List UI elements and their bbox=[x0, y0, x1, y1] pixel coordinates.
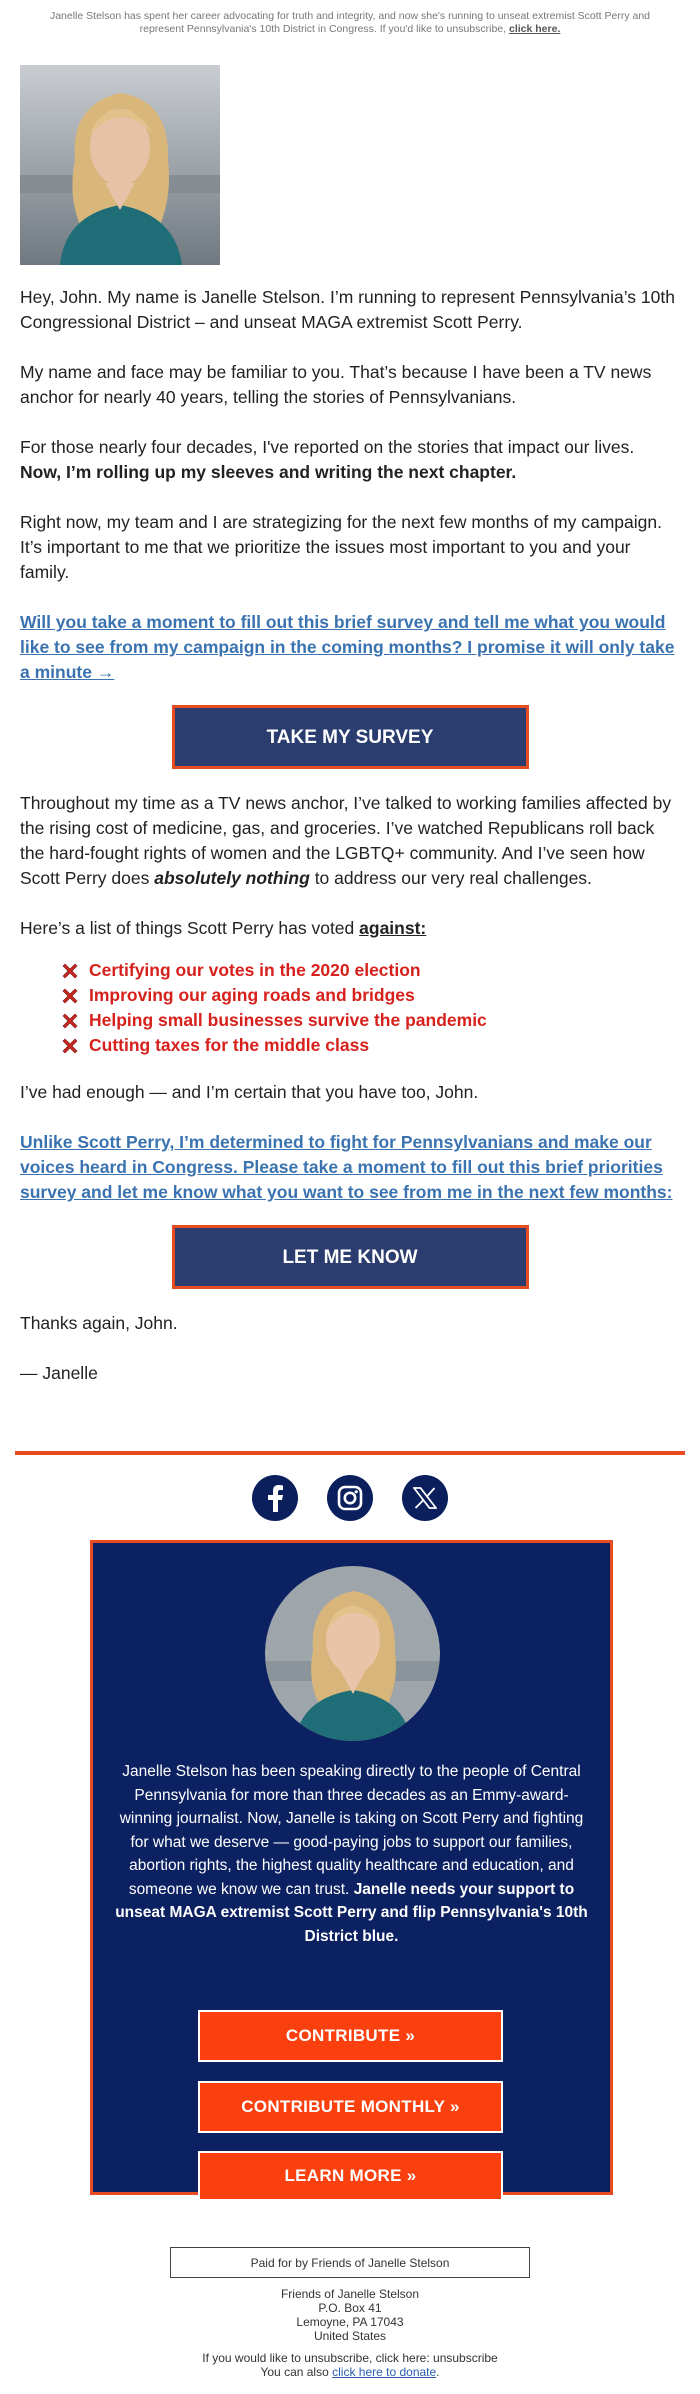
vote-item-label: Helping small businesses survive the pandemic bbox=[89, 1010, 487, 1030]
preheader bbox=[30, 10, 670, 36]
instagram-icon[interactable] bbox=[327, 1475, 373, 1521]
footer-links bbox=[0, 2351, 700, 2379]
donate-prefix: You can also bbox=[260, 2365, 329, 2379]
contribute-monthly-button[interactable]: CONTRIBUTE MONTHLY » bbox=[198, 2081, 503, 2133]
votes-intro-against: against: bbox=[359, 918, 427, 938]
votes-list bbox=[60, 958, 680, 1058]
vote-item-label: Improving our aging roads and bridges bbox=[89, 985, 415, 1005]
mailing-address bbox=[0, 2287, 700, 2343]
portrait-photo-icon bbox=[20, 65, 220, 265]
portrait-photo-icon bbox=[265, 1566, 440, 1741]
learn-more-button[interactable]: LEARN MORE » bbox=[198, 2151, 503, 2201]
let-me-know-button[interactable]: LET ME KNOW bbox=[172, 1225, 529, 1289]
votes-intro-text: Here’s a list of things Scott Perry has voted bbox=[20, 918, 355, 938]
donate-link[interactable]: click here to donate bbox=[332, 2365, 437, 2379]
signoff: — Janelle bbox=[20, 1363, 98, 1383]
survey-link[interactable]: Will you take a moment to fill out this brief survey and tell me what you would like to see from my campaign in the coming months? I promise it will only take a minute → bbox=[20, 612, 675, 682]
paragraph-votes-intro bbox=[20, 916, 680, 941]
bio-description: Janelle Stelson has been speaking directly to the people of Central Pennsylvania for more than three decades as an Emmy-award-winning journalist. Now, Janelle is taking on Scott Perry and fighting for what we deserve — good-paying jobs to support our families, abortion rights, the highest quality healthcare and education, and someone we know we can trust. bbox=[119, 1763, 584, 1898]
address-line: P.O. Box 41 bbox=[318, 2301, 382, 2315]
vote-item-label: Cutting taxes for the middle class bbox=[89, 1035, 370, 1055]
bio-panel bbox=[90, 1540, 613, 2195]
preheader-text: Janelle Stelson has spent her career advocating for truth and integrity, and now she's running to unseat extremist Scott Perry and represent Pennsylvania's 10th District in Congress. If you'd like to unsubscribe, bbox=[49, 10, 651, 35]
paragraph-anchor-text: Throughout my time as a TV news anchor, I’ve talked to working families affected by the rising cost of medicine, gas, and groceries. I’ve watched Republicans roll back the hard-fought rights of women and the LGBTQ+ community. And I’ve seen how Scott Perry does bbox=[20, 793, 672, 888]
priorities-survey-link[interactable]: Unlike Scott Perry, I’m determined to fight for Pennsylvanians and make our voices heard in Congress. Please take a moment to fill out this brief priorities survey and let me know what you want to see from me in the next few months: bbox=[20, 1132, 673, 1202]
vote-item-label: Certifying our votes in the 2020 election bbox=[89, 960, 421, 980]
list-item bbox=[60, 1033, 680, 1058]
paragraph-anchor-end: to address our very real challenges. bbox=[314, 868, 592, 888]
divider bbox=[15, 1451, 685, 1455]
list-item bbox=[60, 1008, 680, 1033]
paragraph-intro: Hey, John. My name is Janelle Stelson. I’m running to represent Pennsylvania’s 10th Congressional District – and unseat MAGA extremist Scott Perry. bbox=[20, 287, 675, 332]
list-item bbox=[60, 958, 680, 983]
list-item bbox=[60, 983, 680, 1008]
paragraph-strategizing: Right now, my team and I are strategizing for the next few months of my campaign. It’s important to me that we prioritize the issues most important to you and your family. bbox=[20, 512, 662, 582]
bio-call-to-action: Janelle needs your support to unseat MAGA extremist Scott Perry and flip Pennsylvania's 10th District blue. bbox=[115, 1880, 588, 1945]
paid-for-disclaimer: Paid for by Friends of Janelle Stelson bbox=[170, 2247, 530, 2278]
hero-portrait bbox=[20, 65, 220, 265]
paragraph-decades-text: For those nearly four decades, I've reported on the stories that impact our lives. bbox=[20, 437, 635, 457]
paragraph-thanks: Thanks again, John. bbox=[20, 1313, 178, 1333]
facebook-icon[interactable] bbox=[252, 1475, 298, 1521]
paragraph-decades bbox=[20, 435, 680, 485]
x-icon[interactable] bbox=[402, 1475, 448, 1521]
avatar bbox=[265, 1566, 440, 1741]
address-line: Lemoyne, PA 17043 bbox=[296, 2315, 404, 2329]
address-line: United States bbox=[313, 2329, 387, 2343]
bio-text bbox=[113, 1760, 590, 1948]
paragraph-decades-bold: Now, I’m rolling up my sleeves and writing the next chapter. bbox=[20, 462, 517, 482]
cross-mark-icon bbox=[60, 986, 80, 1006]
letter-body bbox=[20, 285, 680, 1411]
take-survey-button[interactable]: TAKE MY SURVEY bbox=[172, 705, 529, 769]
paragraph-enough: I’ve had enough — and I’m certain that you have too, John. bbox=[20, 1082, 479, 1102]
social-icons bbox=[0, 1475, 700, 1521]
cross-mark-icon bbox=[60, 961, 80, 981]
donate-suffix: . bbox=[436, 2365, 440, 2379]
paragraph-anchor bbox=[20, 791, 680, 891]
paragraph-anchor-emphasis: absolutely nothing bbox=[154, 868, 310, 888]
contribute-button[interactable]: CONTRIBUTE » bbox=[198, 2010, 503, 2062]
address-line: Friends of Janelle Stelson bbox=[280, 2287, 420, 2301]
paragraph-familiar: My name and face may be familiar to you. That’s because I have been a TV news anchor for nearly 40 years, telling the stories of Pennsylvanians. bbox=[20, 362, 652, 407]
preheader-unsubscribe-link[interactable]: click here. bbox=[509, 23, 561, 35]
cross-mark-icon bbox=[60, 1011, 80, 1031]
unsubscribe-text[interactable]: If you would like to unsubscribe, click here: unsubscribe bbox=[202, 2351, 498, 2365]
cross-mark-icon bbox=[60, 1036, 80, 1056]
